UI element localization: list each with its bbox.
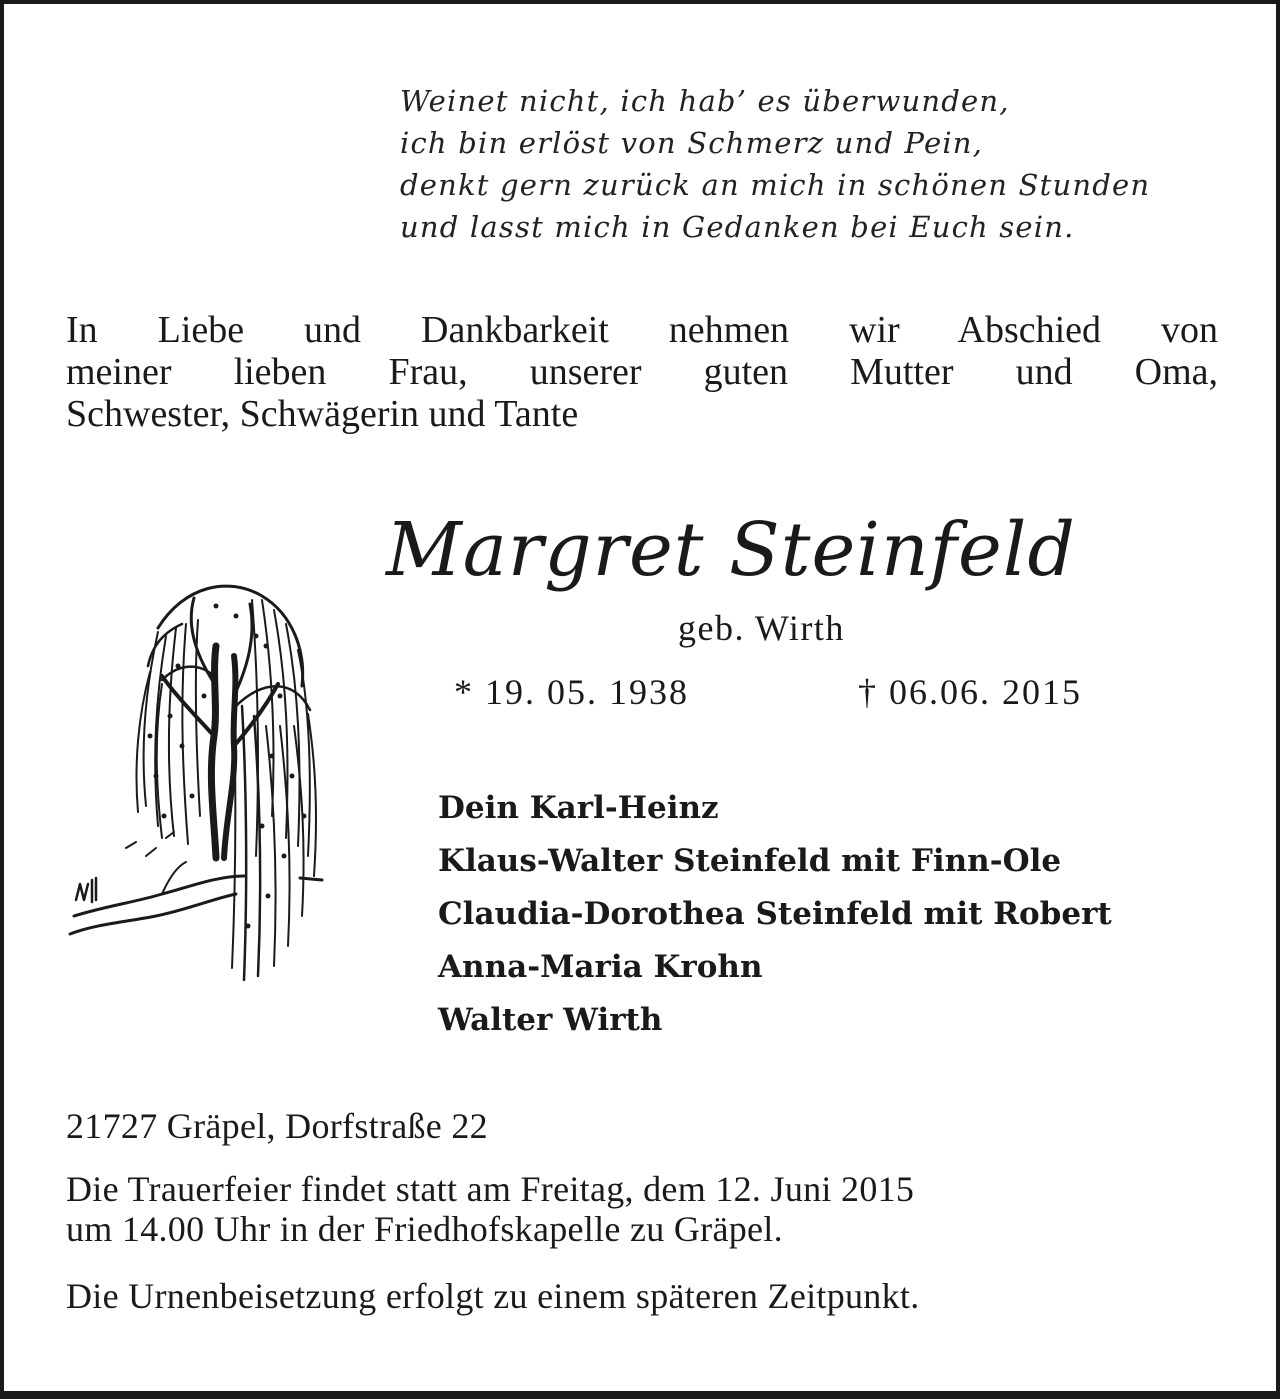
memorial-poem <box>400 80 1240 248</box>
death-date: † 06.06. 2015 <box>858 672 1082 712</box>
mourner-name: Walter Wirth <box>438 1002 663 1038</box>
urn-burial-note <box>66 1276 1226 1316</box>
poem-line: ich bin erlöst von Schmerz und Pein, <box>400 126 984 160</box>
ceremony-info <box>66 1169 1226 1249</box>
mourner-name: Anna-Maria Krohn <box>438 949 763 985</box>
farewell-intro <box>66 309 1218 435</box>
birth-name: geb. Wirth <box>678 608 845 648</box>
ceremony-line: Die Trauerfeier findet statt am Freitag, dem 12. Juni 2015 <box>66 1169 915 1209</box>
ceremony-line: um 14.00 Uhr in der Friedhofskapelle zu Gräpel. <box>66 1209 783 1249</box>
urn-line: Die Urnenbeisetzung erfolgt zu einem späteren Zeitpunkt. <box>66 1276 920 1316</box>
poem-line: denkt gern zurück an mich in schönen Stunden <box>400 168 1151 202</box>
address-line: 21727 Gräpel, Dorfstraße 22 <box>66 1106 488 1146</box>
intro-line: meiner lieben Frau, unserer guten Mutter und Oma, <box>66 351 1218 393</box>
mourners-list <box>438 782 1228 1047</box>
poem-line: und lasst mich in Gedanken bei Euch sein. <box>400 210 1075 244</box>
weeping-willow-icon <box>66 576 328 986</box>
intro-line: Schwester, Schwägerin und Tante <box>66 393 579 435</box>
mourner-name: Klaus-Walter Steinfeld mit Finn-Ole <box>438 843 1062 879</box>
family-address <box>66 1106 1226 1146</box>
mourner-name: Claudia-Dorothea Steinfeld mit Robert <box>438 896 1112 932</box>
birth-date: * 19. 05. 1938 <box>454 672 689 712</box>
deceased-name: Margret Steinfeld <box>386 507 1076 593</box>
poem-line: Weinet nicht, ich hab’ es überwunden, <box>400 84 1010 118</box>
intro-line: In Liebe und Dankbarkeit nehmen wir Abschied von <box>66 309 1218 351</box>
mourner-name: Dein Karl-Heinz <box>438 790 719 826</box>
